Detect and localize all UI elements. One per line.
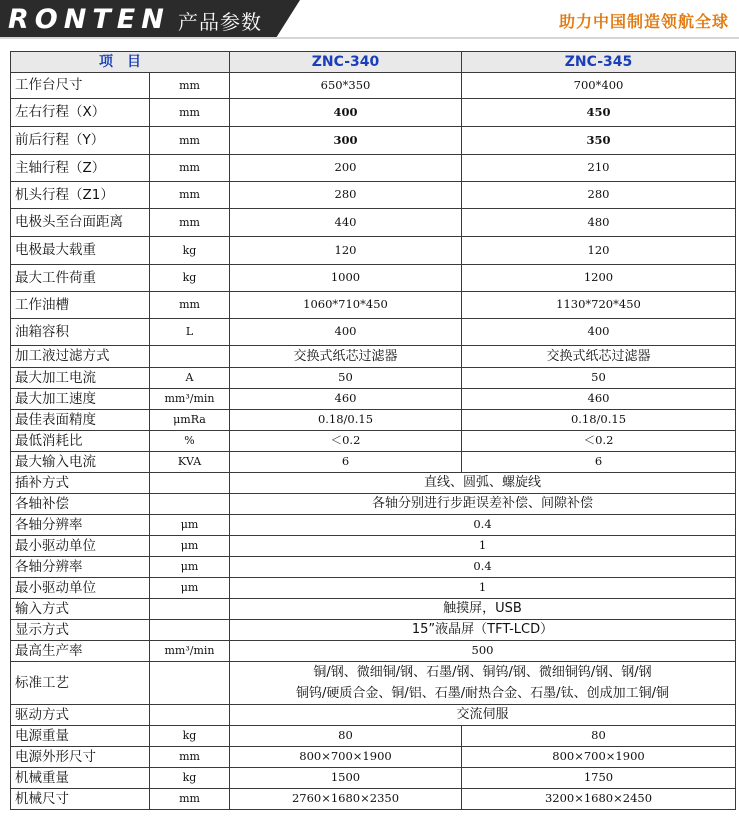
table-row (11, 641, 736, 662)
param-unit (150, 473, 230, 494)
param-name: 机械尺寸 (11, 789, 150, 810)
shared-value: 0.4 (230, 557, 736, 578)
slogan: 助力中国制造领航全球 (558, 12, 729, 31)
value-model-2: 800×700×1900 (462, 747, 736, 768)
value-model-1: 440 (230, 209, 462, 237)
table-row (11, 73, 736, 99)
param-name: 最大输入电流 (11, 452, 150, 473)
value-model-2: 450 (462, 99, 736, 127)
shared-value: 500 (230, 641, 736, 662)
process-cell (230, 662, 736, 705)
shared-value: 交流伺服 (230, 705, 736, 726)
table-row (11, 182, 736, 209)
value-model-2: 3200×1680×2450 (462, 789, 736, 810)
param-unit: kg (150, 768, 230, 789)
param-unit: mm³/min (150, 641, 230, 662)
param-name: 各轴分辨率 (11, 515, 150, 536)
table-row (11, 346, 736, 368)
table-row (11, 768, 736, 789)
value-model-1: 交换式纸芯过滤器 (230, 346, 462, 368)
value-model-1: 300 (230, 127, 462, 155)
value-model-1: 2760×1680×2350 (230, 789, 462, 810)
value-model-2: 210 (462, 155, 736, 182)
param-name: 最低消耗比 (11, 431, 150, 452)
param-name: 前后行程（Y） (11, 127, 150, 155)
table-row (11, 620, 736, 641)
value-model-1: 200 (230, 155, 462, 182)
param-unit (150, 620, 230, 641)
param-unit: mm (150, 747, 230, 768)
param-name: 油箱容积 (11, 319, 150, 346)
value-model-1: 6 (230, 452, 462, 473)
param-name: 加工液过滤方式 (11, 346, 150, 368)
table-row (11, 265, 736, 292)
param-unit (150, 662, 230, 705)
param-unit: mm³/min (150, 389, 230, 410)
param-unit: kg (150, 237, 230, 265)
param-unit: mm (150, 73, 230, 99)
table-row (11, 389, 736, 410)
value-model-1: 0.18/0.15 (230, 410, 462, 431)
value-model-2: 1750 (462, 768, 736, 789)
table-row (11, 127, 736, 155)
value-model-2: 700*400 (462, 73, 736, 99)
value-model-1: 460 (230, 389, 462, 410)
param-name: 插补方式 (11, 473, 150, 494)
param-name: 主轴行程（Z） (11, 155, 150, 182)
table-row (11, 662, 736, 705)
table-header-row (11, 52, 736, 73)
param-unit: A (150, 368, 230, 389)
param-unit: mm (150, 155, 230, 182)
param-unit (150, 599, 230, 620)
param-name: 最小驱动单位 (11, 578, 150, 599)
param-name: 工作油槽 (11, 292, 150, 319)
value-model-1: 1500 (230, 768, 462, 789)
param-unit: mm (150, 209, 230, 237)
param-unit (150, 346, 230, 368)
table-row (11, 319, 736, 346)
param-name: 机械重量 (11, 768, 150, 789)
table-row (11, 431, 736, 452)
table-row (11, 494, 736, 515)
table-row (11, 747, 736, 768)
param-unit: kg (150, 265, 230, 292)
value-model-2: 400 (462, 319, 736, 346)
value-model-2: 120 (462, 237, 736, 265)
page-title: 产品参数 (178, 10, 262, 34)
param-name: 各轴分辨率 (11, 557, 150, 578)
value-model-2: 280 (462, 182, 736, 209)
value-model-2: 1130*720*450 (462, 292, 736, 319)
process-line-1: 铜/钢、微细铜/钢、石墨/钢、铜钨/钢、微细铜钨/钢、钢/钢 (313, 665, 652, 680)
value-model-1: 280 (230, 182, 462, 209)
param-unit: mm (150, 789, 230, 810)
param-unit (150, 494, 230, 515)
param-name: 工作台尺寸 (11, 73, 150, 99)
value-model-1: ＜0.2 (230, 431, 462, 452)
shared-value: 直线、圆弧、螺旋线 (230, 473, 736, 494)
value-model-1: 650*350 (230, 73, 462, 99)
table-row (11, 557, 736, 578)
table-row (11, 726, 736, 747)
spec-table (10, 51, 736, 810)
param-name: 最大加工电流 (11, 368, 150, 389)
table-row (11, 473, 736, 494)
value-model-1: 80 (230, 726, 462, 747)
value-model-1: 50 (230, 368, 462, 389)
shared-value: 1 (230, 578, 736, 599)
table-row (11, 536, 736, 557)
param-name: 驱动方式 (11, 705, 150, 726)
param-unit: μm (150, 515, 230, 536)
value-model-2: 1200 (462, 265, 736, 292)
param-name: 各轴补偿 (11, 494, 150, 515)
param-unit: mm (150, 292, 230, 319)
value-model-2: 50 (462, 368, 736, 389)
param-unit: mm (150, 99, 230, 127)
header-divider (0, 37, 739, 39)
param-unit: L (150, 319, 230, 346)
process-line-2: 铜钨/硬质合金、铜/铝、石墨/耐热合金、石墨/钛、创成加工铜/铜 (296, 686, 669, 701)
param-name: 机头行程（Z1） (11, 182, 150, 209)
param-name: 显示方式 (11, 620, 150, 641)
param-name: 标准工艺 (11, 662, 150, 705)
table-row (11, 237, 736, 265)
param-unit: μm (150, 578, 230, 599)
shared-value: 各轴分别进行步距误差补偿、间隙补偿 (230, 494, 736, 515)
value-model-1: 400 (230, 99, 462, 127)
header-item: 项 目 (11, 52, 230, 73)
param-unit: μm (150, 536, 230, 557)
shared-value: 0.4 (230, 515, 736, 536)
param-name: 输入方式 (11, 599, 150, 620)
table-row (11, 789, 736, 810)
table-row (11, 155, 736, 182)
param-unit: mm (150, 127, 230, 155)
param-name: 电源外形尺寸 (11, 747, 150, 768)
param-unit: kg (150, 726, 230, 747)
value-model-1: 1060*710*450 (230, 292, 462, 319)
brand-logo: RONTEN (8, 4, 170, 35)
param-unit: μmRa (150, 410, 230, 431)
param-name: 最佳表面精度 (11, 410, 150, 431)
value-model-2: 6 (462, 452, 736, 473)
value-model-1: 1000 (230, 265, 462, 292)
value-model-2: 480 (462, 209, 736, 237)
table-row (11, 452, 736, 473)
param-unit: KVA (150, 452, 230, 473)
param-name: 最大工件荷重 (11, 265, 150, 292)
table-row (11, 578, 736, 599)
param-name: 最大加工速度 (11, 389, 150, 410)
value-model-2: 0.18/0.15 (462, 410, 736, 431)
param-unit: % (150, 431, 230, 452)
value-model-2: ＜0.2 (462, 431, 736, 452)
table-row (11, 705, 736, 726)
value-model-1: 800×700×1900 (230, 747, 462, 768)
table-row (11, 292, 736, 319)
param-name: 电极头至台面距离 (11, 209, 150, 237)
param-unit: μm (150, 557, 230, 578)
param-name: 最高生产率 (11, 641, 150, 662)
table-row (11, 599, 736, 620)
param-unit: mm (150, 182, 230, 209)
table-row (11, 99, 736, 127)
param-name: 电极最大载重 (11, 237, 150, 265)
shared-value: 触摸屏，USB (230, 599, 736, 620)
param-unit (150, 705, 230, 726)
table-row (11, 515, 736, 536)
table-row (11, 368, 736, 389)
value-model-1: 400 (230, 319, 462, 346)
header-model-1: ZNC-340 (230, 52, 462, 73)
shared-value: 15”液晶屏（TFT-LCD） (230, 620, 736, 641)
table-row (11, 209, 736, 237)
table-row (11, 410, 736, 431)
shared-value: 1 (230, 536, 736, 557)
param-name: 电源重量 (11, 726, 150, 747)
value-model-2: 460 (462, 389, 736, 410)
header-banner (0, 0, 739, 38)
value-model-2: 交换式纸芯过滤器 (462, 346, 736, 368)
spec-table-body (11, 73, 736, 810)
param-name: 最小驱动单位 (11, 536, 150, 557)
value-model-1: 120 (230, 237, 462, 265)
value-model-2: 350 (462, 127, 736, 155)
header-model-2: ZNC-345 (462, 52, 736, 73)
param-name: 左右行程（X） (11, 99, 150, 127)
value-model-2: 80 (462, 726, 736, 747)
